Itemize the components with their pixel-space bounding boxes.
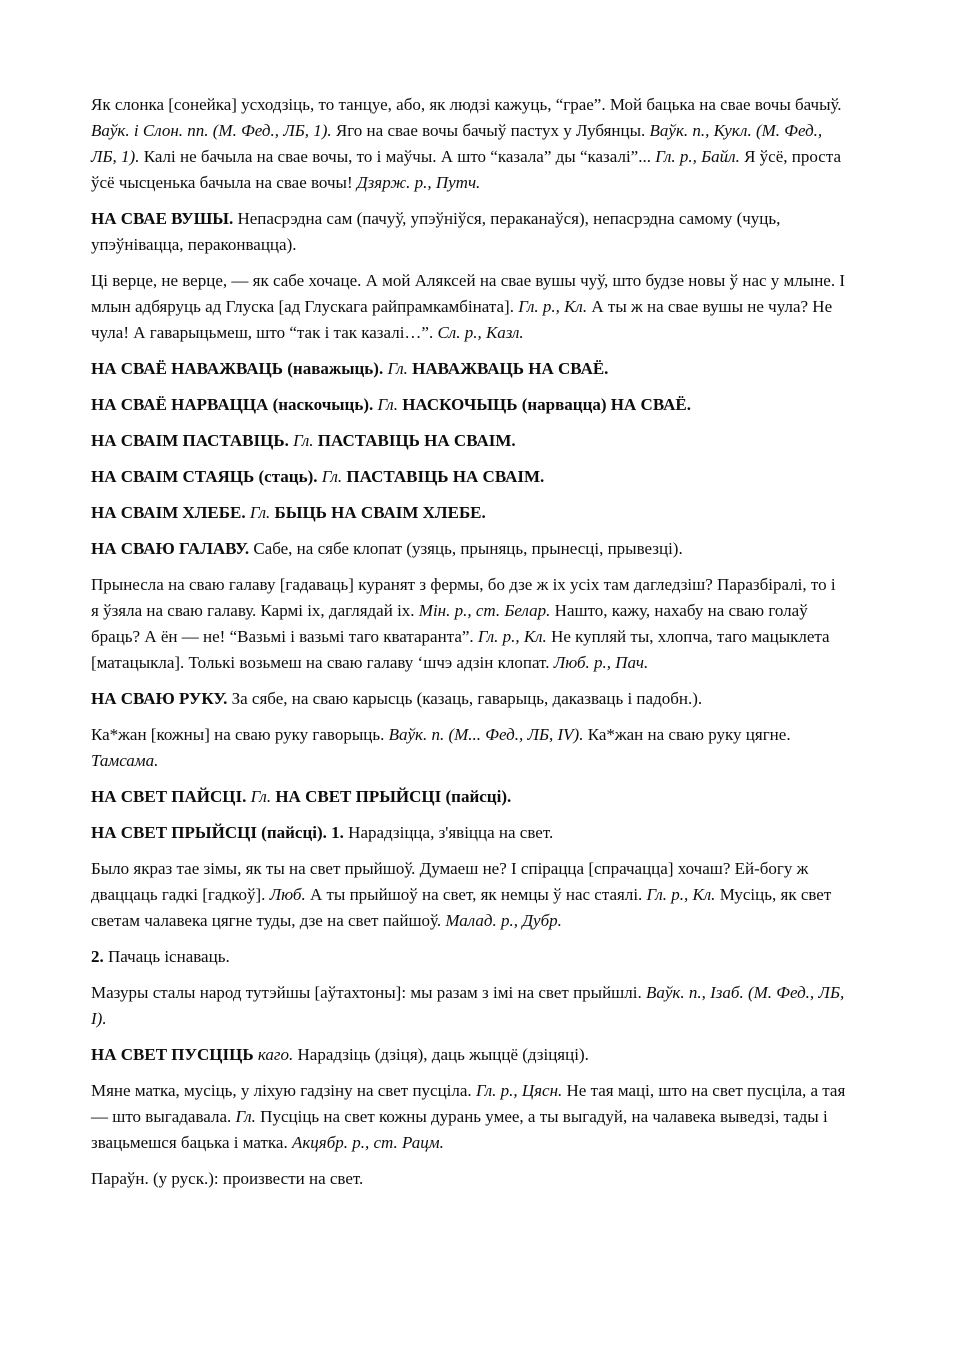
entry-na-svet-puscic <box>91 1042 846 1068</box>
body-text: Калі не бачыла на свае вочы, то і маўчы. А што “казала” ды “казалі”... <box>139 147 656 166</box>
headword-text: НА СВАЁ НАВАЖВАЦЬ (наважыць). <box>91 359 388 378</box>
source-reference: Гл. р., Кл. <box>477 627 547 646</box>
body-text: Пусціць на свет кожны дурань умее, а ты выгадуй, на чалавека выведзі, тады і звацьмешся бацька і матка. <box>91 1107 828 1152</box>
body-text: Мазуры сталы народ тутэйшы [аўтахтоны]: мы разам з імі на свет прыйшлі. <box>91 983 646 1002</box>
source-reference: Гл. р., Кл. <box>518 297 588 316</box>
entry-na-svayu-ruku <box>91 686 846 712</box>
entry-na-svet-pryisci-sense-1 <box>91 820 846 846</box>
citations-na-svet-pryisci-2 <box>91 980 846 1032</box>
source-reference: Дзярж. р., Путч. <box>356 173 481 192</box>
headword-text: НАСКОЧЫЦЬ (нарвацца) НА СВАЁ. <box>397 395 691 414</box>
body-text: Сабе, на сябе клопат (узяць, прыняць, прынесці, прывезці). <box>249 539 683 558</box>
headword-text: НАВАЖВАЦЬ НА СВАЁ. <box>407 359 609 378</box>
russian-comparison-note <box>91 1166 846 1192</box>
citations-na-svae-vochy <box>91 92 846 196</box>
entry-na-svayu-halavu <box>91 536 846 562</box>
headword-text: НА СВАЮ ГАЛАВУ. <box>91 539 250 558</box>
body-text: Нашто, кажу, нахабу на сваю голаў браць? А ён — не! “Вазьмі і вазьмі таго кватаранта”. <box>91 601 808 646</box>
source-reference: Гл. <box>249 503 271 522</box>
headword-text: НА СВАЕ ВУШЫ. <box>91 209 234 228</box>
source-reference: Гл. <box>377 395 398 414</box>
source-reference: Гл. <box>321 467 343 486</box>
body-text: Не тая маці, што на свет пусціла, а тая — што выгадавала. <box>91 1081 846 1126</box>
headword-text: ПАСТАВІЦЬ НА СВАІМ. <box>342 467 545 486</box>
citations-na-svae-vushy <box>91 268 846 346</box>
citations-na-svayu-ruku <box>91 722 846 774</box>
body-text: Я ўсё, проста ўсё чысценька бачыла на свае вочы! <box>91 147 842 192</box>
source-reference: Люб. <box>269 885 306 904</box>
body-text: Пачаць існаваць. <box>103 947 230 966</box>
body-text: Мяне матка, мусіць, у ліхую гадзіну на свет пусціла. <box>91 1081 476 1100</box>
source-reference: Гл. р., Байл. <box>655 147 740 166</box>
citations-na-svayu-halavu <box>91 572 846 676</box>
body-text: Было якраз тае зімы, як ты на свет прыйшоў. Думаеш не? І спірацца [спрачацца] хочаш? Ей-богу ж дваццаць гадкі [гадкоў]. <box>91 859 809 904</box>
source-reference: Акцябр. р., ст. Рацм. <box>291 1133 444 1152</box>
source-reference: Люб. р., Пач. <box>553 653 649 672</box>
entry-na-svae-vushy <box>91 206 846 258</box>
body-text: Мусіць, як свет светам чалавека цягне туды, дзе на свет пайшоў. <box>91 885 832 930</box>
body-text: Нарадзіцца, з'явіцца на свет. <box>343 823 554 842</box>
headword-text: БЫЦЬ НА СВАІМ ХЛЕБЕ. <box>270 503 486 522</box>
body-text: Параўн. (у руск.): произвести на свет. <box>91 1169 364 1188</box>
entry-na-svaim-khlebe <box>91 500 846 526</box>
source-reference: Гл. <box>387 359 408 378</box>
headword-text: НА СВАІМ ХЛЕБЕ. <box>91 503 250 522</box>
source-reference: Тамсама. <box>91 751 159 770</box>
source-reference: Ваўк. п., Ізаб. (М. Фед., ЛБ, І). <box>91 983 845 1028</box>
body-text: А ты прыйшоў на свет, як немцы ў нас стаялі. <box>305 885 647 904</box>
sense-2-definition <box>91 944 846 970</box>
body-text: Прынесла на сваю галаву [гадаваць] куранят з фермы, бо дзе ж іх усіх там дагледзіш? Паразбіралі, то і я ўзяла на сваю галаву. Кармі іх, даглядай іх. <box>91 575 836 620</box>
body-text: А ты ж на свае вушы не чула? Не чула! А гаварыцьмеш, што “так і так казалі…”. <box>91 297 833 342</box>
source-reference: Гл. <box>250 787 272 806</box>
headword-text: НА СВЕТ ПРЫЙСЦІ (пайсці). <box>271 787 512 806</box>
headword-text: ПАСТАВІЦЬ НА СВАІМ. <box>313 431 516 450</box>
headword-text: НА СВАІМ ПАСТАВІЦЬ. <box>91 431 294 450</box>
headword-text: НА СВАЁ НАРВАЦЦА (наскочыць). <box>91 395 378 414</box>
source-reference: Гл. р., Кл. <box>646 885 716 904</box>
body-text: Не купляй ты, хлопча, таго мацыклета [матацыкла]. Толькі возьмеш на сваю галаву ‘шчэ адзін клопат. <box>91 627 830 672</box>
entry-na-svayo-narvacca <box>91 392 846 418</box>
headword-text: НА СВАЮ РУКУ. <box>91 689 228 708</box>
entry-na-svet-paisci <box>91 784 846 810</box>
body-text: Непасрэдна сам (пачуў, упэўніўся, пераканаўся), непасрэдна самому (чуць, упэўнівацца, пераконвацца). <box>91 209 781 254</box>
body-text: Ка*жан [кожны] на сваю руку гаворыць. <box>91 725 389 744</box>
headword-text: НА СВЕТ ПУСЦІЦЬ <box>91 1045 258 1064</box>
body-text: Яго на свае вочы бачыў пастух у Лубянцы. <box>331 121 650 140</box>
headword-text: НА СВАІМ СТАЯЦЬ (стаць). <box>91 467 322 486</box>
source-reference: Ваўк. і Слон. пп. (М. Фед., ЛБ, 1). <box>91 121 332 140</box>
source-reference: каго. <box>257 1045 294 1064</box>
entry-na-svaim-pastavic <box>91 428 846 454</box>
body-text: За сябе, на сваю карысць (казаць, гаварыць, даказваць і падобн.). <box>227 689 703 708</box>
source-reference: Гл. <box>293 431 314 450</box>
source-reference: Гл. <box>235 1107 256 1126</box>
source-reference: Гл. р., Цясн. <box>475 1081 563 1100</box>
headword-text: НА СВЕТ ПАЙСЦІ. <box>91 787 251 806</box>
source-reference: Мін. р., ст. Белар. <box>418 601 551 620</box>
body-text: Нарадзіць (дзіця), даць жыццё (дзіцяці). <box>293 1045 589 1064</box>
source-reference: Сл. р., Казл. <box>437 323 524 342</box>
body-text: Ка*жан на сваю руку цягне. <box>583 725 791 744</box>
source-reference: Малад. р., Дубр. <box>445 911 562 930</box>
headword-text: 2. <box>91 947 104 966</box>
body-text: Ці верце, не верце, — як сабе хочаце. А мой Аляксей на свае вушы чуў, што будзе новы ў нас у млыне. І млын адбяруць ад Глуска [ад Глускага райпрамкамбіната]. <box>91 271 846 316</box>
entry-na-svayo-navazhvac <box>91 356 846 382</box>
entry-na-svaim-stayac <box>91 464 846 490</box>
citations-na-svet-pryisci-1 <box>91 856 846 934</box>
body-text: Як слонка [сонейка] усходзіць, то танцуе, або, як людзі кажуць, “грае”. Мой бацька на свае вочы бачыў. <box>91 95 842 114</box>
source-reference: Ваўк. п., Кукл. (М. Фед., ЛБ, 1). <box>91 121 823 166</box>
headword-text: НА СВЕТ ПРЫЙСЦІ (пайсці). 1. <box>91 823 344 842</box>
source-reference: Ваўк. п. (М... Фед., ЛБ, IV). <box>388 725 584 744</box>
citations-na-svet-puscic <box>91 1078 846 1156</box>
